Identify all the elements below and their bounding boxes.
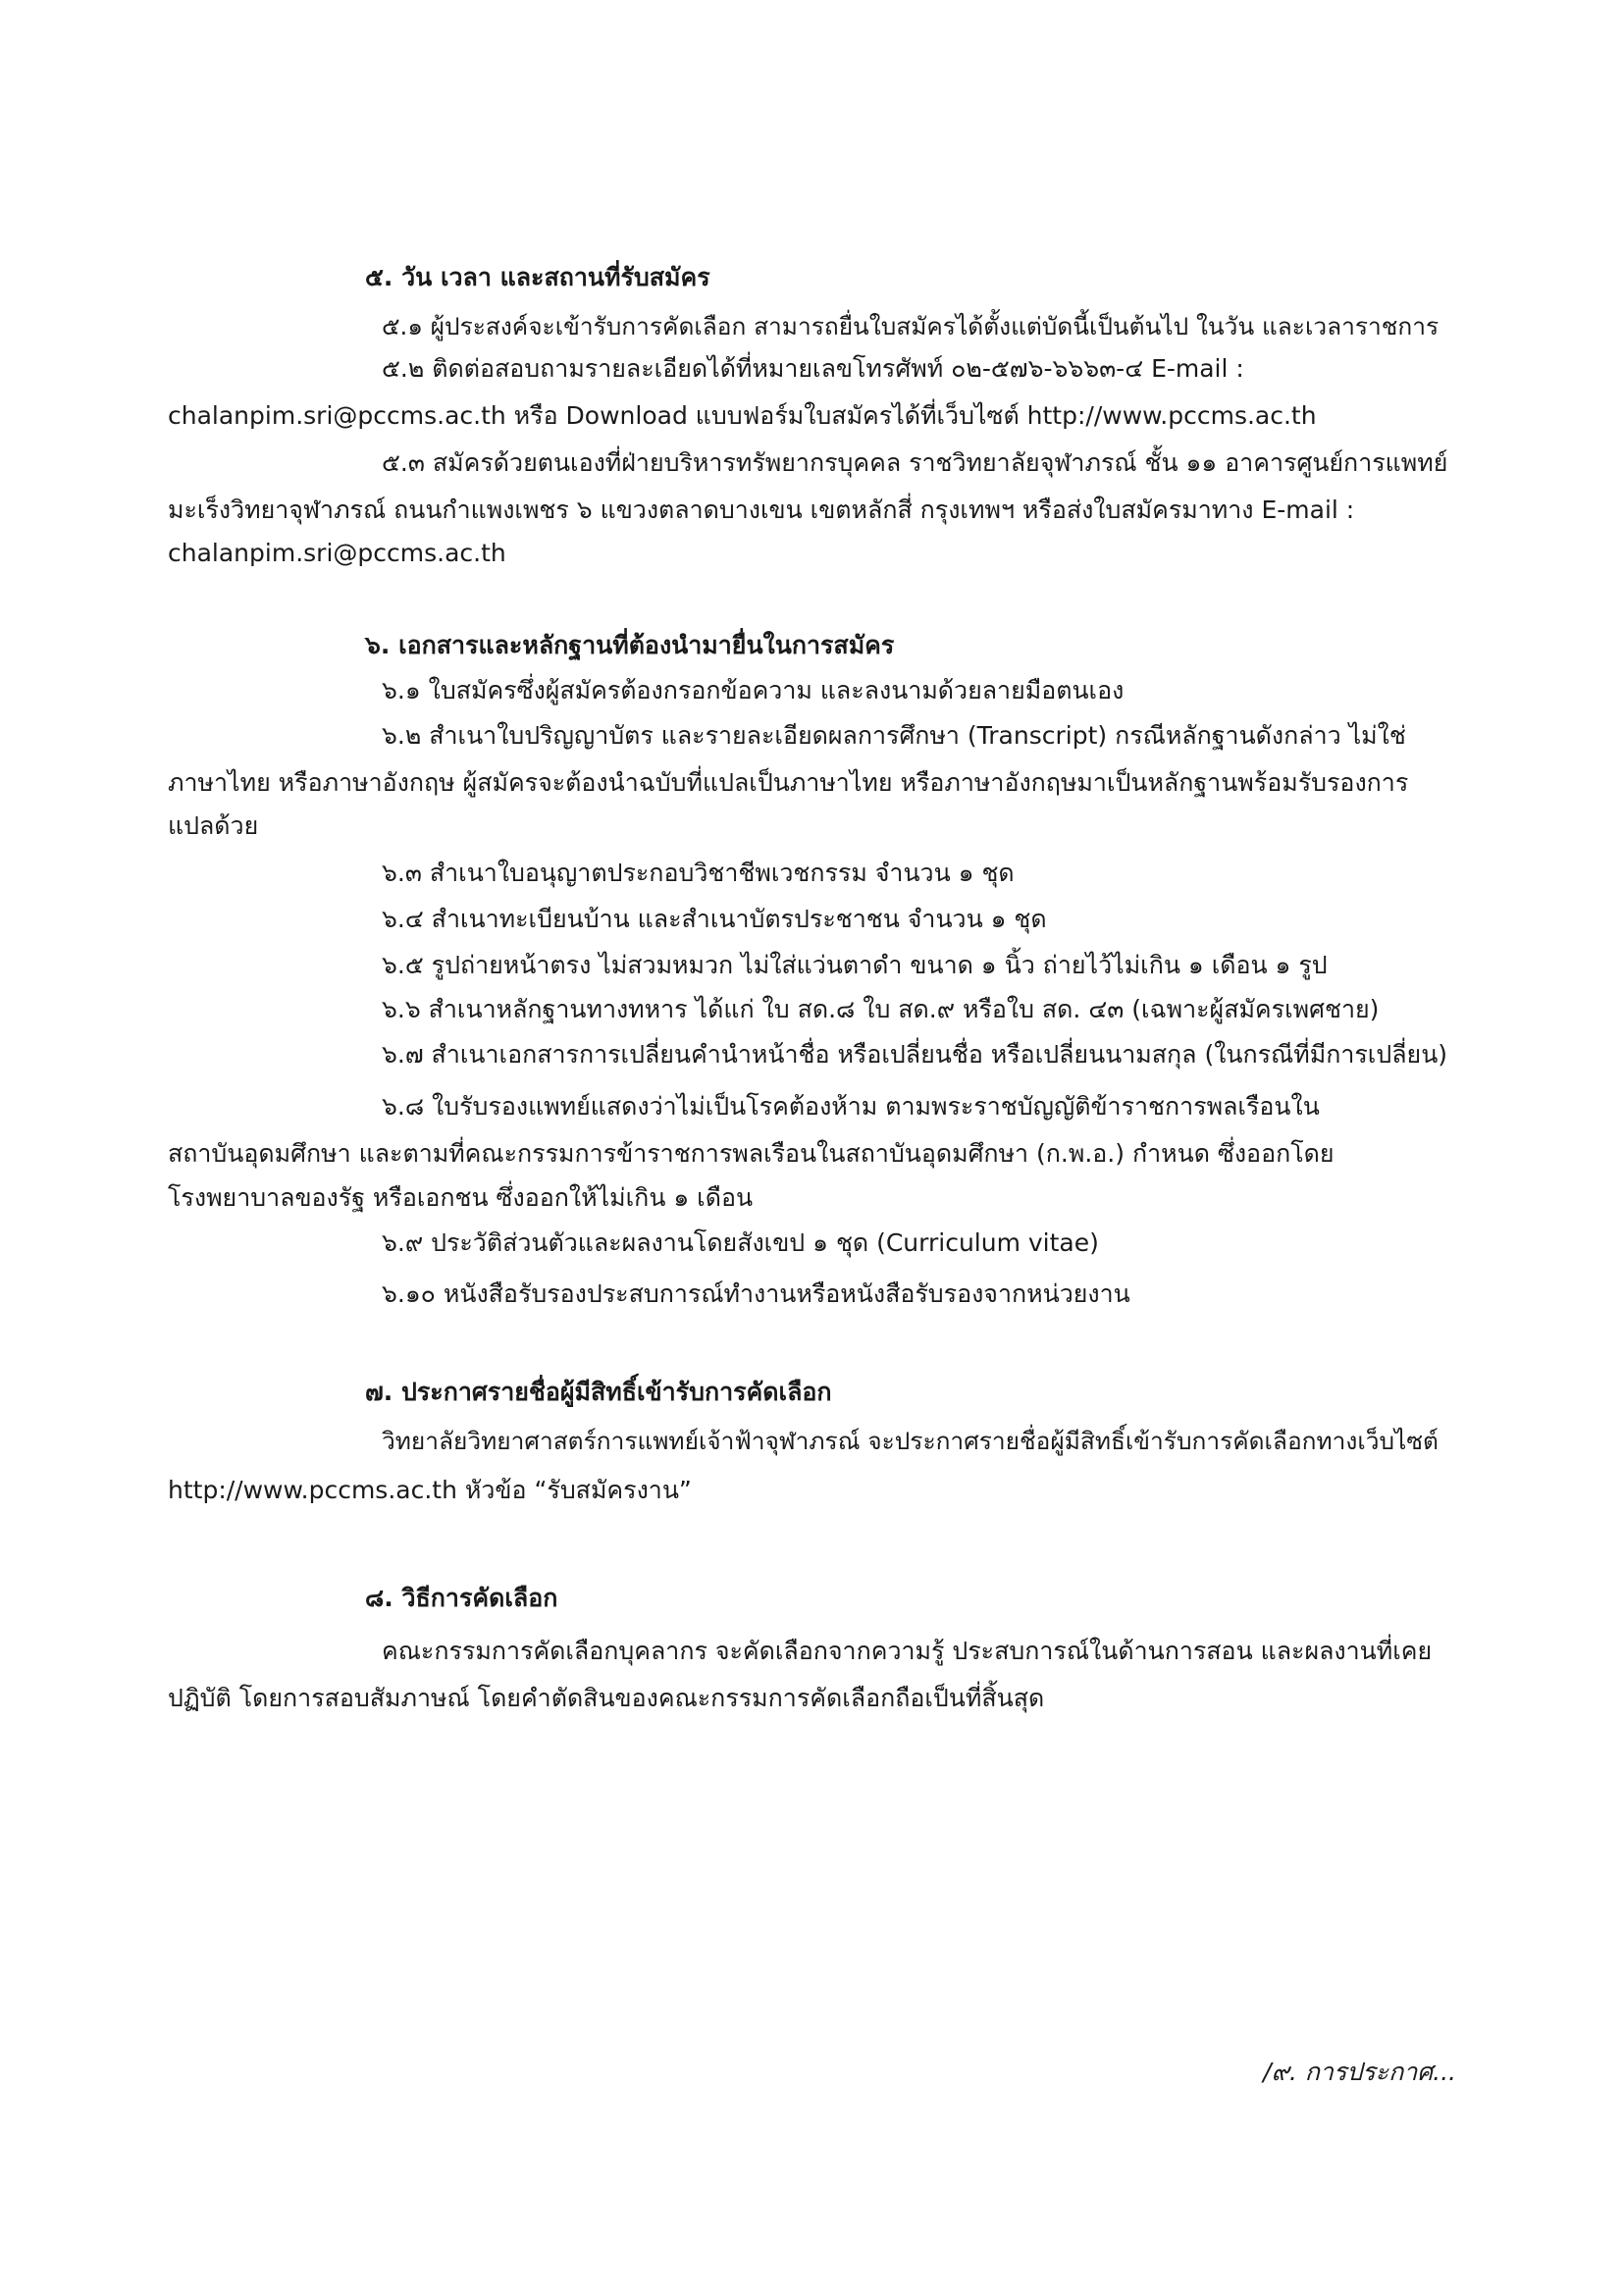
- section-7-line-1: วิทยาลัยวิทยาศาสตร์การแพทย์เจ้าฟ้าจุฬาภรณ์ จะประกาศรายชื่อผู้มีสิทธิ์เข้ารับการคัดเลือกทางเว็บไซต์: [382, 1427, 1439, 1455]
- section-5-heading: ๕. วัน เวลา และสถานที่รับสมัคร: [365, 263, 710, 291]
- section-5-3-line-2: มะเร็งวิทยาจุฬาภรณ์ ถนนกำแพงเพชร ๖ แขวงตลาดบางเขน เขตหลักสี่ กรุงเทพฯ หรือส่งใบสมัครมาทาง E-mail :: [168, 496, 1355, 524]
- section-6-7: ๖.๗ สำเนาเอกสารการเปลี่ยนคำนำหน้าชื่อ หรือเปลี่ยนชื่อ หรือเปลี่ยนนามสกุล (ในกรณีที่มีการเปลี่ยน): [382, 1040, 1448, 1069]
- section-5-2-line-1: ๕.๒ ติดต่อสอบถามรายละเอียดได้ที่หมายเลขโทรศัพท์ ๐๒-๕๗๖-๖๖๖๓-๔ E-mail :: [382, 354, 1244, 383]
- section-6-5: ๖.๕ รูปถ่ายหน้าตรง ไม่สวมหมวก ไม่ใส่แว่นตาดำ ขนาด ๑ นิ้ว ถ่ายไว้ไม่เกิน ๑ เดือน ๑ รูป: [382, 951, 1328, 979]
- section-5-3-line-1: ๕.๓ สมัครด้วยตนเองที่ฝ่ายบริหารทรัพยากรบุคคล ราชวิทยาลัยจุฬาภรณ์ ชั้น ๑๑ อาคารศูนย์การแพทย์: [382, 448, 1448, 477]
- section-7-heading: ๗. ประกาศรายชื่อผู้มีสิทธิ์เข้ารับการคัดเลือก: [365, 1378, 832, 1406]
- section-6-2-line-2: ภาษาไทย หรือภาษาอังกฤษ ผู้สมัครจะต้องนำฉบับที่แปลเป็นภาษาไทย หรือภาษาอังกฤษมาเป็นหลักฐานพร้อมรับรองการ: [168, 768, 1409, 797]
- section-8-heading: ๘. วิธีการคัดเลือก: [365, 1584, 558, 1612]
- section-5-3-line-3: chalanpim.sri@pccms.ac.th: [168, 539, 506, 567]
- section-6-3: ๖.๓ สำเนาใบอนุญาตประกอบวิชาชีพเวชกรรม จำนวน ๑ ชุด: [382, 859, 1015, 887]
- section-6-2-line-1: ๖.๒ สำเนาใบปริญญาบัตร และรายละเอียดผลการศึกษา (Transcript) กรณีหลักฐานดังกล่าว ไม่ใช่: [382, 721, 1406, 750]
- section-8-line-1: คณะกรรมการคัดเลือกบุคลากร จะคัดเลือกจากความรู้ ประสบการณ์ในด้านการสอน และผลงานที่เคย: [382, 1637, 1433, 1665]
- continuation-note: /๙. การประกาศ...: [1263, 2058, 1456, 2086]
- section-6-8-line-3: โรงพยาบาลของรัฐ หรือเอกชน ซึ่งออกให้ไม่เกิน ๑ เดือน: [168, 1183, 754, 1212]
- section-6-heading: ๖. เอกสารและหลักฐานที่ต้องนำมายื่นในการสมัคร: [365, 631, 895, 659]
- section-7-line-2: http://www.pccms.ac.th หัวข้อ “รับสมัครงาน”: [168, 1476, 692, 1504]
- section-6-8-line-1: ๖.๘ ใบรับรองแพทย์แสดงว่าไม่เป็นโรคต้องห้าม ตามพระราชบัญญัติข้าราชการพลเรือนใน: [382, 1092, 1320, 1121]
- section-6-1: ๖.๑ ใบสมัครซึ่งผู้สมัครต้องกรอกข้อความ และลงนามด้วยลายมือตนเอง: [382, 676, 1125, 704]
- section-6-2-line-3: แปลด้วย: [168, 811, 259, 840]
- section-6-8-line-2: สถาบันอุดมศึกษา และตามที่คณะกรรมการข้าราชการพลเรือนในสถาบันอุดมศึกษา (ก.พ.อ.) กำหนด ซึ่งออกโดย: [168, 1139, 1335, 1168]
- section-5-2-line-2: chalanpim.sri@pccms.ac.th หรือ Download แบบฟอร์มใบสมัครได้ที่เว็บไซต์ http://www.pccms.ac.th: [168, 401, 1317, 430]
- section-8-line-2: ปฏิบัติ โดยการสอบสัมภาษณ์ โดยคำตัดสินของคณะกรรมการคัดเลือกถือเป็นที่สิ้นสุด: [168, 1684, 1045, 1712]
- section-6-10: ๖.๑๐ หนังสือรับรองประสบการณ์ทำงานหรือหนังสือรับรองจากหน่วยงาน: [382, 1279, 1130, 1308]
- section-6-6: ๖.๖ สำเนาหลักฐานทางทหาร ได้แก่ ใบ สด.๘ ใบ สด.๙ หรือใบ สด. ๔๓ (เฉพาะผู้สมัครเพศชาย): [382, 995, 1380, 1023]
- section-6-4: ๖.๔ สำเนาทะเบียนบ้าน และสำเนาบัตรประชาชน จำนวน ๑ ชุด: [382, 905, 1047, 933]
- section-6-9: ๖.๙ ประวัติส่วนตัวและผลงานโดยสังเขป ๑ ชุด (Curriculum vitae): [382, 1228, 1099, 1257]
- section-5-1: ๕.๑ ผู้ประสงค์จะเข้ารับการคัดเลือก สามารถยื่นใบสมัครได้ตั้งแต่บัดนี้เป็นต้นไป ในวัน และเวลาราชการ: [382, 312, 1440, 340]
